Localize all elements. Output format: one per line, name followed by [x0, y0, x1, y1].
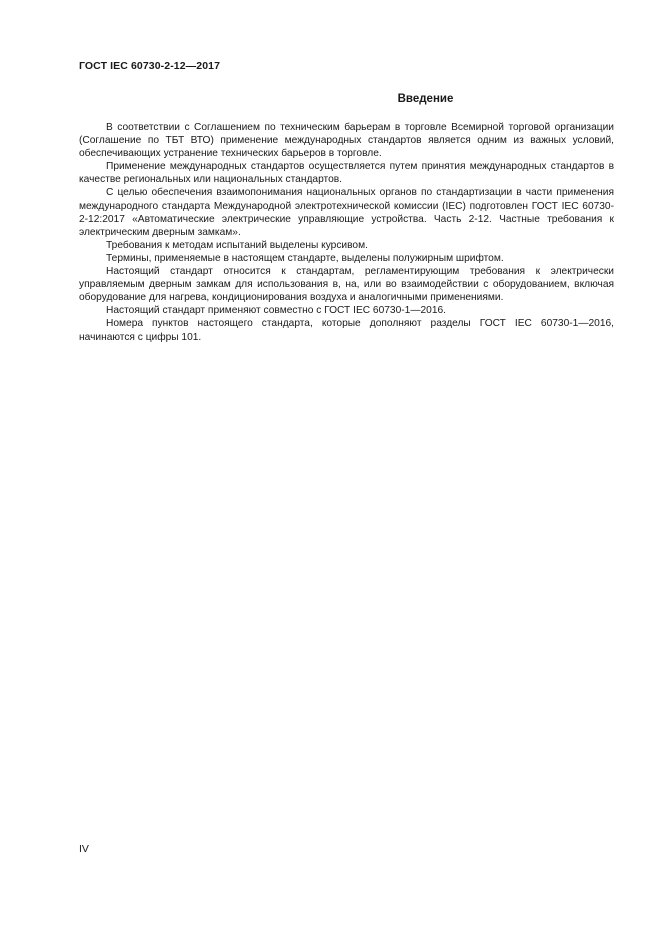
section-title — [79, 93, 614, 105]
paragraph: Термины, применяемые в настоящем стандарте, выделены полужирным шрифтом. — [106, 252, 504, 264]
page-number: IV — [79, 843, 89, 855]
paragraph: С целью обеспечения взаимопонимания национальных органов по стандартизации в части применения международного стандарта Международной электротехнической комиссии (IEC) подготовлен ГОСТ IEC 60730-2-12:2017 «Автоматические электрические управляющие устройства. Часть 2-12. Частные требования к электрическим дверным замкам». — [79, 187, 614, 238]
paragraph: Настоящий стандарт относится к стандартам, регламентирующим требования к электрически управляемым дверным замкам для использования в, на, или во взаимодействии с оборудованием, включая оборудование для нагрева, кондиционирования воздуха и аналогичными применениями. — [79, 266, 614, 304]
paragraph: Требования к методам испытаний выделены курсивом. — [106, 239, 368, 251]
paragraph: Настоящий стандарт применяют совместно с ГОСТ IEC 60730-1—2016. — [106, 305, 446, 317]
standard-header: ГОСТ IEC 60730-2-12—2017 — [79, 60, 221, 72]
paragraph: Номера пунктов настоящего стандарта, которые дополняют разделы ГОСТ IEC 60730-1—2016, начинаются с цифры 101. — [79, 318, 614, 343]
introduction-body — [79, 121, 614, 344]
paragraph: В соответствии с Соглашением по техническим барьерам в торговле Всемирной торговой организации (Соглашение по ТБТ ВТО) применение международных стандартов является одним из важных условий, обеспечивающих устранение технических барьеров в торговле. — [79, 122, 614, 160]
paragraph: Применение международных стандартов осуществляется путем принятия международных стандартов в качестве региональных или национальных стандартов. — [79, 161, 614, 186]
section-title-text: Введение — [397, 93, 454, 105]
